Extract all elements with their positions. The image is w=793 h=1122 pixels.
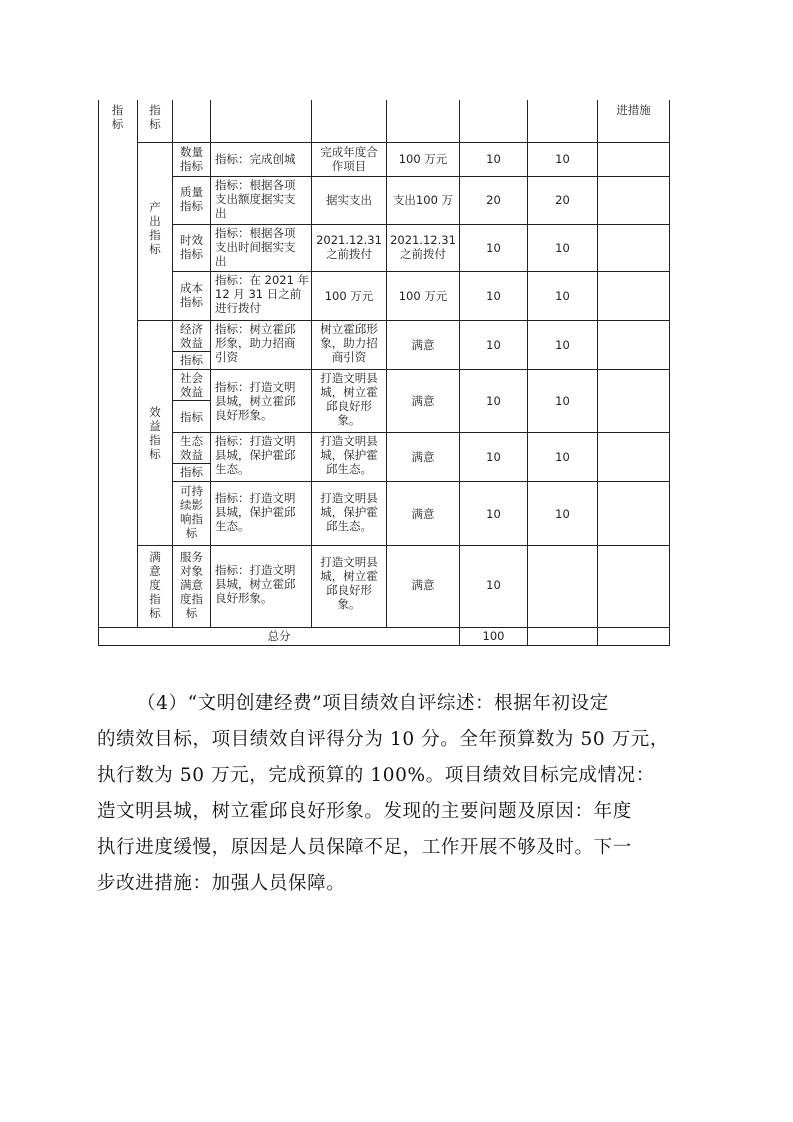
satisfaction-group-label: 满 意 度 指 标 [149, 550, 161, 620]
summary-paragraph [97, 686, 697, 902]
benefit-row-1-target: 树立霍邱形 象，助力招 商引资 [320, 322, 378, 364]
table-hline [172, 432, 669, 433]
output-row-1-target: 完成年度合 作项目 [320, 145, 378, 173]
output-row-2-actual: 支出100 万 [392, 193, 454, 207]
table-hline [172, 481, 669, 482]
benefit-row-3-indicator: 指标：打造文明 县城，保护霍邱 生态。 [215, 434, 296, 476]
table-hline [172, 400, 210, 401]
satisfaction-weight: 10 [486, 578, 501, 592]
output-row-4-sub: 成本 指标 [180, 281, 203, 309]
top-row-cell-9: 进措施 [616, 103, 651, 117]
table-hline [137, 545, 669, 546]
benefit-row-3-sub-b: 指标 [180, 465, 203, 479]
output-row-4-weight: 10 [486, 289, 501, 303]
output-row-3-score: 10 [555, 241, 570, 255]
benefit-row-1-sub-b: 指标 [180, 353, 203, 367]
benefit-group-label: 效 益 指 标 [149, 405, 161, 461]
output-row-1-sub: 数量 指标 [180, 145, 203, 173]
total-label: 总分 [267, 629, 291, 643]
output-row-4-target: 100 万元 [324, 289, 374, 303]
output-row-2-score: 20 [555, 193, 570, 207]
benefit-row-4-indicator: 指标：打造文明 县城，保护霍邱 生态。 [215, 491, 296, 533]
table-hline [172, 176, 669, 177]
output-row-2-target: 据实支出 [326, 193, 372, 207]
output-row-3-target: 2021.12.31 之前拨付 [316, 233, 382, 261]
output-row-1-actual: 100 万元 [398, 152, 448, 166]
paragraph-line: 造文明县城，树立霍邱良好形象。发现的主要问题及原因：年度 [97, 801, 632, 822]
table-hline [172, 369, 669, 370]
output-row-2-weight: 20 [486, 193, 501, 207]
table-vline [98, 100, 99, 646]
output-row-2-indicator: 指标：根据各项 支出额度据实支 出 [215, 178, 296, 220]
top-row-cell-1: 指 标 [111, 103, 124, 131]
output-row-4-indicator: 指标：在 2021 年 12 月 31 日之前 进行拨付 [215, 273, 310, 315]
table-vline [669, 100, 670, 646]
benefit-row-1-actual: 满意 [411, 338, 435, 352]
table-vline [597, 100, 598, 646]
table-hline [172, 351, 210, 352]
output-row-3-weight: 10 [486, 241, 501, 255]
table-hline [137, 320, 669, 321]
output-row-4-score: 10 [555, 289, 570, 303]
benefit-row-4-weight: 10 [486, 507, 501, 521]
satisfaction-sub: 服务 对象 满意 度指 标 [180, 550, 203, 620]
satisfaction-actual: 满意 [411, 578, 435, 592]
table-vline [386, 100, 387, 627]
table-vline [459, 100, 460, 646]
benefit-row-3-weight: 10 [486, 450, 501, 464]
satisfaction-target: 打造文明县 城，树立霍 邱良好形 象。 [320, 555, 378, 611]
output-group-label: 产 出 指 标 [149, 200, 161, 256]
benefit-row-3-sub-a: 生态 效益 [180, 434, 203, 462]
output-row-1-weight: 10 [486, 152, 501, 166]
paragraph-line: 执行进度缓慢，原因是人员保障不足，工作开展不够及时。下一 [97, 837, 632, 858]
benefit-row-2-actual: 满意 [411, 394, 435, 408]
benefit-row-1-sub-a: 经济 效益 [180, 322, 203, 350]
benefit-row-2-sub-a: 社会 效益 [180, 371, 203, 399]
output-row-3-sub: 时效 指标 [180, 233, 203, 261]
benefit-row-2-target: 打造文明县 城，树立霍 邱良好形 象。 [320, 371, 378, 427]
satisfaction-indicator: 指标：打造文明 县城，树立霍邱 良好形象。 [215, 563, 296, 605]
top-row-cell-2: 指 标 [149, 103, 161, 131]
paragraph-line: 的绩效目标，项目绩效自评得分为 10 分。全年预算数为 50 万元， [97, 729, 670, 750]
table-vline [527, 100, 528, 646]
table-hline [98, 627, 669, 628]
benefit-row-3-score: 10 [555, 450, 570, 464]
benefit-row-2-weight: 10 [486, 394, 501, 408]
benefit-row-4-sub: 可持 续影 响指 标 [180, 484, 203, 540]
table-hline [172, 463, 210, 464]
table-vline [210, 100, 211, 627]
benefit-row-1-indicator: 指标：树立霍邱 形象，助力招商 引资 [215, 322, 296, 364]
benefit-row-4-target: 打造文明县 城，保护霍 邱生态。 [320, 491, 378, 533]
table-vline [137, 100, 138, 627]
benefit-row-2-indicator: 指标：打造文明 县城，树立霍邱 良好形象。 [215, 380, 296, 422]
table-hline [137, 142, 669, 143]
table-hline [98, 645, 669, 646]
benefit-row-1-weight: 10 [486, 338, 501, 352]
benefit-row-4-score: 10 [555, 507, 570, 521]
table-hline [172, 224, 669, 225]
benefit-row-3-target: 打造文明县 城，保护霍 邱生态。 [320, 434, 378, 476]
paragraph-line: 执行数为 50 万元，完成预算的 100%。项目绩效目标完成情况： [97, 765, 655, 786]
paragraph-line: （4）“文明创建经费”项目绩效自评综述：根据年初设定 [137, 693, 609, 714]
output-row-3-actual: 2021.12.31 之前拨付 [390, 233, 456, 261]
benefit-row-1-score: 10 [555, 338, 570, 352]
benefit-row-4-actual: 满意 [411, 507, 435, 521]
total-weight: 100 [482, 629, 505, 643]
output-row-1-score: 10 [555, 152, 570, 166]
output-row-3-indicator: 指标：根据各项 支出时间据实支 出 [215, 226, 296, 268]
output-row-2-sub: 质量 指标 [180, 185, 203, 213]
benefit-row-3-actual: 满意 [411, 450, 435, 464]
table-hline [172, 271, 669, 272]
paragraph-line: 步改进措施：加强人员保障。 [97, 873, 346, 894]
benefit-row-2-score: 10 [555, 394, 570, 408]
output-row-4-actual: 100 万元 [398, 289, 448, 303]
output-row-1-indicator: 指标：完成创城 [215, 152, 296, 166]
benefit-row-2-sub-b: 指标 [180, 410, 203, 424]
